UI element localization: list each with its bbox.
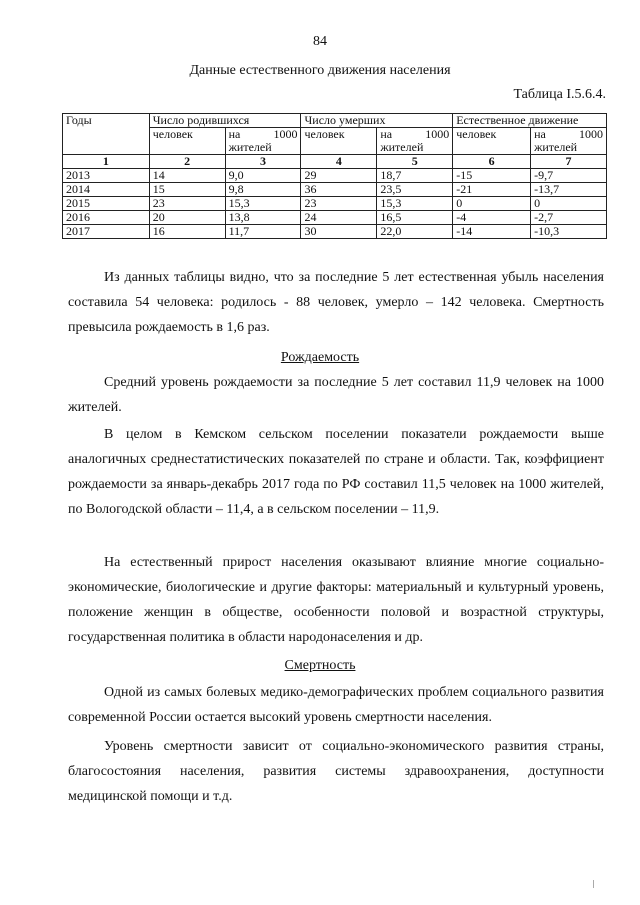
- per1000-word-a: на: [380, 127, 393, 141]
- subheader-per-1000: [225, 128, 301, 155]
- subheader-people: человек: [149, 128, 225, 155]
- paragraph-mortality-problem: Одной из самых болевых медико-демографических проблем социального развития современной России остается высокий уровень смертности населения.: [68, 685, 604, 725]
- column-number: 6: [453, 155, 531, 169]
- subheader-people: человек: [301, 128, 377, 155]
- cell-year: 2013: [63, 169, 150, 183]
- table-title: Данные естественного движения населения: [189, 63, 451, 78]
- cell-natural-rate: -9,7: [531, 169, 607, 183]
- heading-births: Рождаемость: [280, 350, 360, 365]
- subheader-per-1000: [377, 128, 453, 155]
- per1000-word-c: жителей: [380, 140, 424, 154]
- cell-year: 2017: [63, 225, 150, 239]
- cell-natural-rate: -2,7: [531, 211, 607, 225]
- table-row: [63, 225, 607, 239]
- column-number: 5: [377, 155, 453, 169]
- column-number-row: [63, 155, 607, 169]
- cell-deaths-rate: 18,7: [377, 169, 453, 183]
- subheader-per-1000: [531, 128, 607, 155]
- cell-births-rate: 9,0: [225, 169, 301, 183]
- cell-year: 2014: [63, 183, 150, 197]
- column-number: 3: [225, 155, 301, 169]
- page-number: 84: [313, 34, 327, 49]
- cell-deaths: 36: [301, 183, 377, 197]
- heading-deaths: Смертность: [284, 658, 356, 673]
- cell-natural-rate: 0: [531, 197, 607, 211]
- cell-births-rate: 11,7: [225, 225, 301, 239]
- paragraph-factors: На естественный прирост населения оказывают влияние многие социально-экономические, биологические и другие факторы: материальный и культурный уровень, положение женщин в обществе, особенности половой и возрастной структуры, государственная политика в области народонаселения и др.: [68, 555, 604, 645]
- population-table: [62, 113, 607, 239]
- table-row: [63, 169, 607, 183]
- cell-year: 2015: [63, 197, 150, 211]
- column-number: 1: [63, 155, 150, 169]
- paragraph-birth-rate: Средний уровень рождаемости за последние 5 лет составил 11,9 человек на 1000 жителей.: [68, 375, 604, 415]
- cell-deaths: 24: [301, 211, 377, 225]
- header-years: Годы: [63, 114, 150, 155]
- per1000-word-c: жителей: [228, 140, 272, 154]
- column-number: 7: [531, 155, 607, 169]
- cell-natural: -15: [453, 169, 531, 183]
- header-births: Число родившихся: [149, 114, 301, 128]
- cell-births: 15: [149, 183, 225, 197]
- cell-deaths-rate: 16,5: [377, 211, 453, 225]
- column-number: 2: [149, 155, 225, 169]
- per1000-word-a: на: [534, 127, 546, 141]
- paragraph-mortality-factors: Уровень смертности зависит от социально-экономического развития страны, благосостояния населения, развития системы здравоохранения, доступности медицинской помощи и т.д.: [68, 739, 604, 804]
- cell-births: 14: [149, 169, 225, 183]
- cell-births-rate: 13,8: [225, 211, 301, 225]
- header-natural-movement: Естественное движение: [453, 114, 607, 128]
- cell-natural: -21: [453, 183, 531, 197]
- cell-deaths: 23: [301, 197, 377, 211]
- cell-natural-rate: -10,3: [531, 225, 607, 239]
- cell-deaths: 29: [301, 169, 377, 183]
- cell-year: 2016: [63, 211, 150, 225]
- cell-births: 20: [149, 211, 225, 225]
- table-row: [63, 211, 607, 225]
- table-header-row: [63, 114, 607, 128]
- cell-births-rate: 9,8: [225, 183, 301, 197]
- per1000-word-b: 1000: [579, 127, 603, 141]
- table-row: [63, 197, 607, 211]
- cell-births: 16: [149, 225, 225, 239]
- scan-mark: [593, 880, 594, 888]
- column-number: 4: [301, 155, 377, 169]
- per1000-word-b: 1000: [425, 127, 450, 141]
- table-label: Таблица I.5.6.4.: [513, 87, 606, 102]
- cell-births-rate: 15,3: [225, 197, 301, 211]
- per1000-word-c: жителей: [534, 140, 578, 154]
- cell-deaths: 30: [301, 225, 377, 239]
- paragraph-birth-comparison: В целом в Кемском сельском поселении показатели рождаемости выше аналогичных среднестатистических показателей по стране и области. Так, коэффициент рождаемости за январь-декабрь 2017 года по РФ составил 11,5 человек на 1000 жителей, по Вологодской области – 11,4, а в сельском поселении – 11,9.: [68, 427, 604, 517]
- cell-deaths-rate: 23,5: [377, 183, 453, 197]
- cell-deaths-rate: 15,3: [377, 197, 453, 211]
- per1000-word-a: на: [228, 127, 241, 141]
- per1000-word-b: 1000: [273, 127, 298, 141]
- table-row: [63, 183, 607, 197]
- cell-natural: -14: [453, 225, 531, 239]
- cell-births: 23: [149, 197, 225, 211]
- cell-natural: 0: [453, 197, 531, 211]
- subheader-people: человек: [453, 128, 531, 155]
- cell-deaths-rate: 22,0: [377, 225, 453, 239]
- paragraph-summary: Из данных таблицы видно, что за последние 5 лет естественная убыль населения составила 54 человека: родилось - 88 человек, умерло – 142 человека. Смертность превысила рождаемость в 1,6 раз.: [68, 270, 604, 335]
- cell-natural-rate: -13,7: [531, 183, 607, 197]
- cell-natural: -4: [453, 211, 531, 225]
- header-deaths: Число умерших: [301, 114, 453, 128]
